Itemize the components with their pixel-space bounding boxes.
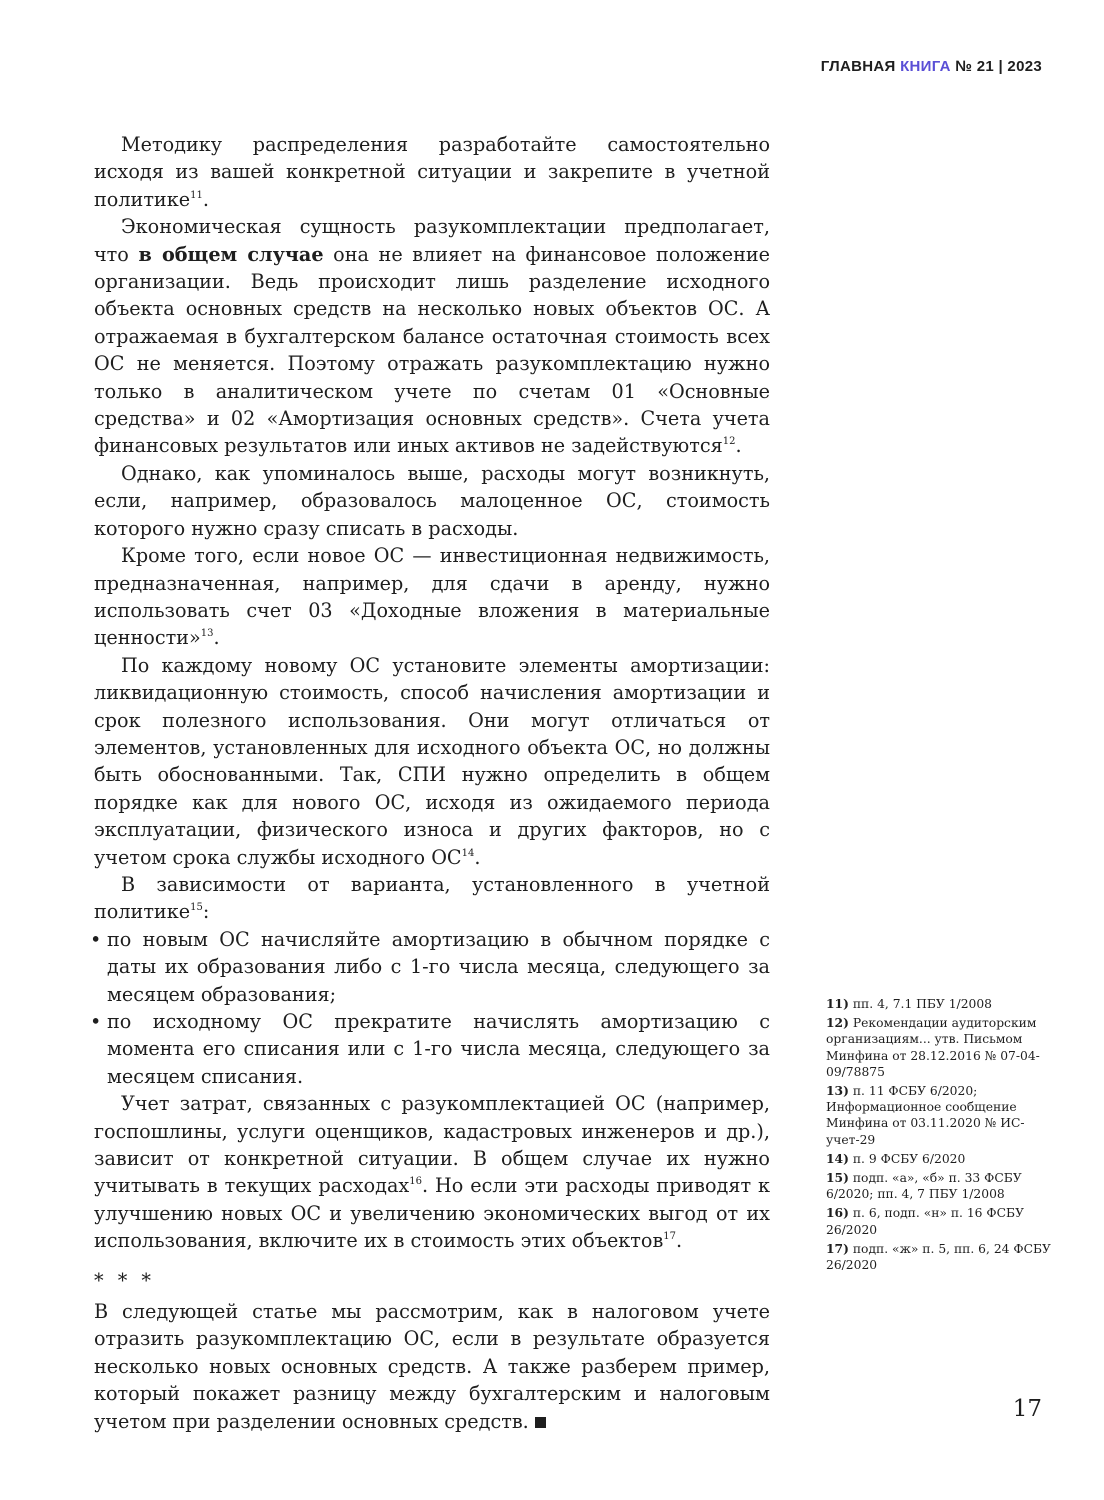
footnote-12: 12) Рекомендации аудиторским организациям... утв. Письмом Минфина от 28.12.2016 № 07-04-09/78875 [826,1015,1040,1079]
masthead-issue: № 21 | 2023 [955,58,1042,75]
page-number: 17 [1012,1396,1042,1422]
masthead [821,58,1042,75]
bullet-list [90,926,770,1090]
footnote-ref-15[interactable]: 15 [190,902,203,914]
footnote-ref-13[interactable]: 13 [200,628,214,640]
emphasis: в общем случае [138,242,324,266]
footnote-ref-12[interactable]: 12 [722,436,736,448]
end-mark-icon [535,1417,546,1428]
paragraph-1: Методику распределения разработайте самостоятельно исходя из вашей конкретной ситуации и закрепите в учетной политике$^{11}$. [94,133,770,211]
footnote-ref-16[interactable]: 16 [409,1176,422,1188]
closing-paragraph: В следующей статье мы рассмотрим, как в налоговом учете отразить разукомплектацию ОС, если в результате образуется несколько новых основных средств. А также разберем пример, который покажет разницу между бухгалтерским и налоговым учетом при разделении основных средств. [94,1300,770,1433]
footnote-16: 16) п. 6, подп. «н» п. 16 ФСБУ 26/2020 [826,1205,1024,1237]
paragraph-5: По каждому новому ОС установите элементы амортизации: ликвидационную стоимость, способ начисления амортизации и срок полезного использования. Они могут отличаться от элементов, установленных для исходного объекта ОС, но должны быть обоснованными. Так, СПИ нужно определить в общем порядке как для нового ОС, исходя из ожидаемого периода эксплуатации, физического износа и других факторов, но с учетом срока службы исходного ОС$^{14}$. [94,653,770,869]
footnote-14: 14) п. 9 ФСБУ 6/2020 [826,1150,966,1166]
footnotes [826,996,1056,1276]
masthead-accent: КНИГА [900,58,951,75]
paragraph-4: Кроме того, если новое ОС — инвестиционная недвижимость, предназначенная, например, для сдачи в аренду, нужно использовать счет 03 «Доходные вложения в материальные ценности»$^{13}$. [94,544,770,650]
footnote-ref-17[interactable]: 17 [663,1231,677,1243]
paragraph-6: В зависимости от варианта, установленного в учетной политике$^{15}$: [94,872,770,924]
paragraph-7: Учет затрат, связанных с разукомплектацией ОС (например, госпошлины, услуги оценщиков, кадастровых инженеров и др.), зависит от конкретной ситуации. В общем случае их нужно учитывать в текущих расходах$^{16}$. Но если эти расходы приводят к улучшению новых ОС и увеличению экономических выгод от их использования, включите их в стоимость этих объектов$^{17}$. [94,1092,771,1253]
footnote-ref-11[interactable]: 11 [190,189,203,201]
article-body [90,131,771,1435]
section-separator: * * * [94,1268,155,1292]
footnote-15: 15) подп. «а», «б» п. 33 ФСБУ 6/2020; пп. 4, 7 ПБУ 1/2008 [826,1170,1022,1202]
list-item: • по новым ОС начисляйте амортизацию в обычном порядке с даты их образования либо с 1-го числа месяца, следующего за месяцем образования; [90,927,770,1006]
footnote-ref-14[interactable]: 14 [461,847,475,859]
masthead-title: ГЛАВНАЯ [820,58,896,75]
bullet-icon: • [90,1010,102,1033]
footnote-11: 11) пп. 4, 7.1 ПБУ 1/2008 [826,996,992,1011]
bullet-icon: • [90,927,102,951]
list-item: • по исходному ОС прекратите начислять амортизацию с момента его списания или с 1-го числа месяца, следующего за месяцем списания. [90,1010,770,1088]
footnote-17: 17) подп. «ж» п. 5, пп. 6, 24 ФСБУ 26/2020 [826,1240,1051,1273]
paragraph-3: Однако, как упоминалось выше, расходы могут возникнуть, если, например, образовалось малоценное ОС, стоимость которого нужно сразу списать в расходы. [94,461,770,540]
paragraph-2: Экономическая сущность разукомплектации предполагает, что в общем случае она не влияет на финансовое положение организации. Ведь происходит лишь разделение исходного объекта основных средств на несколько новых объектов ОС. А отражаемая в бухгалтерском балансе остаточная стоимость всех ОС не меняется. Поэтому отражать разукомплектацию нужно только в аналитическом учете по счетам 01 «Основные средства» и 02 «Амортизация основных средств». Счета учета финансовых результатов или иных активов не задействуются$^{12}$. [94,215,771,458]
footnote-13: 13) п. 11 ФСБУ 6/2020; Информационное сообщение Минфина от 03.11.2020 № ИС-учет-29 [826,1083,1025,1147]
